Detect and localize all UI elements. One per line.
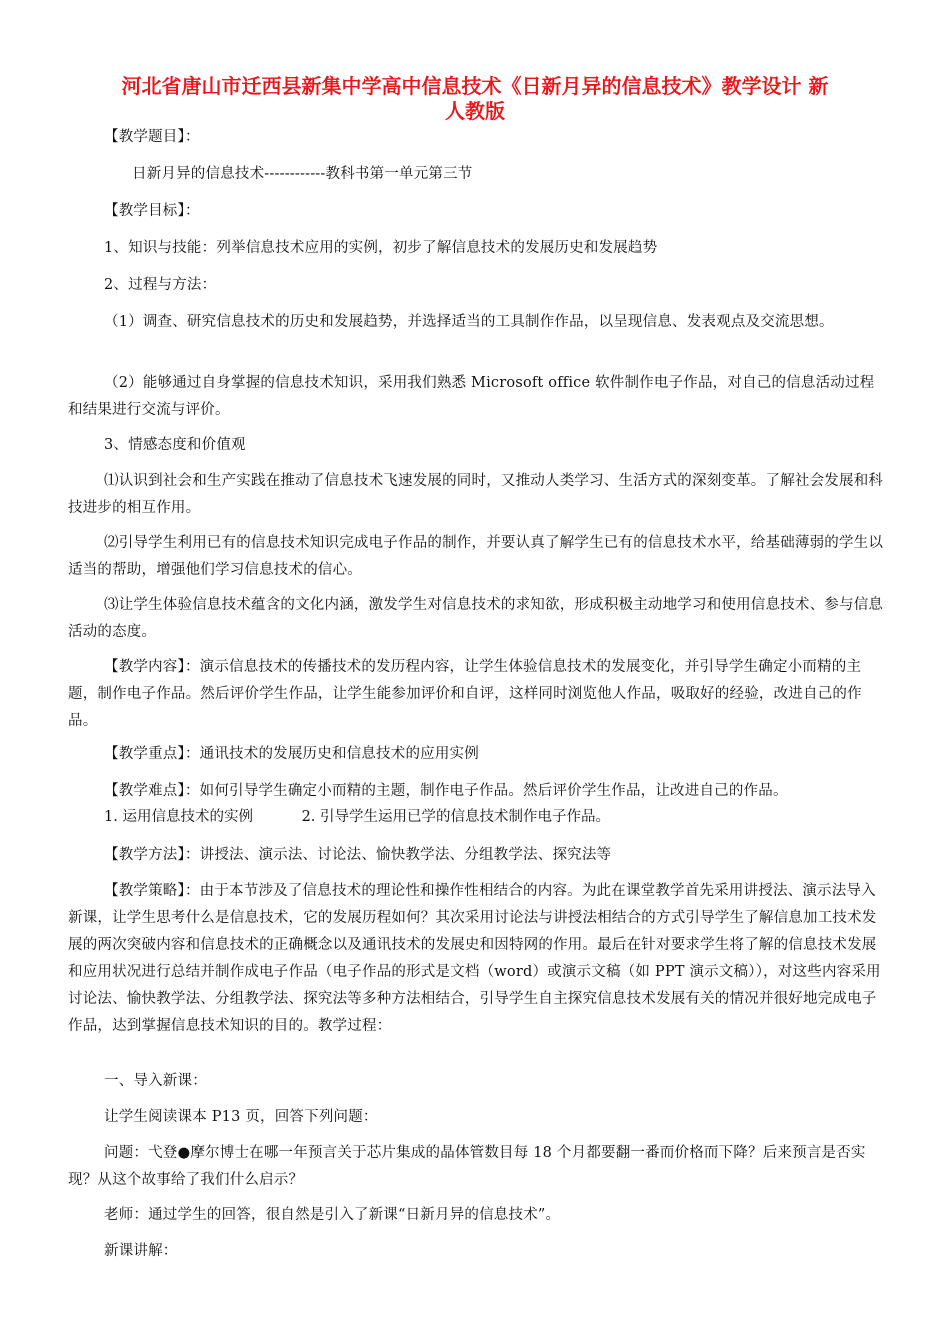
- teaching-strategy: 【教学策略】：由于本节涉及了信息技术的理论性和操作性相结合的内容。为此在课堂教学首先采用讲授法、演示法导入新课，让学生思考什么是信息技术，它的发展历程如何？其次采用讨论法与讲授法相结合的方式引导学生了解信息加工技术发展的两次突破内容和信息技术的正确概念以及通讯技术的发展史和因特网的作用。最后在针对要求学生将了解的信息技术发展和应用状况进行总结并制作成电子作品（电子作品的形式是文档（word）或演示文稿（如 PPT 演示文稿）），对这些内容采用讨论法、愉快教学法、分组教学法、探究法等多种方法相结合，引导学生自主探究信息技术发展有关的情况并很好地完成电子作品，达到掌握信息技术知识的目的。教学过程：: [68, 883, 881, 1034]
- goal-attitude-item-3: ⑶让学生体验信息技术蕴含的文化内涵，激发学生对信息技术的求知欲，形成积极主动地学习和使用信息技术、参与信息活动的态度。: [68, 597, 884, 640]
- title-line-2: 人教版: [445, 99, 505, 123]
- goal-process-item-2: （2）能够通过自身掌握的信息技术知识，采用我们熟悉 Microsoft office 软件制作电子作品，对自己的信息活动过程和结果进行交流与评价。: [68, 375, 875, 418]
- goal-attitude-item-2: ⑵引导学生利用已有的信息技术知识完成电子作品的制作，并要认真了解学生已有的信息技术水平，给基础薄弱的学生以适当的帮助，增强他们学习信息技术的信心。: [68, 535, 884, 578]
- teacher-remark: 老师：通过学生的回答，很自然是引入了新课“日新月异的信息技术”。: [104, 1207, 561, 1223]
- teaching-difficulty: 【教学难点】：如何引导学生确定小而精的主题，制作电子作品。然后评价学生作品，让改进自己的作品。: [104, 783, 788, 799]
- topic-text: 日新月异的信息技术------------教科书第一单元第三节: [132, 166, 473, 182]
- intro-read-instruction: 让学生阅读课本 P13 页，回答下列问题：: [104, 1109, 378, 1125]
- goal-process-item-1: （1）调查、研究信息技术的历史和发展趋势，并选择适当的工具制作作品，以呈现信息、发表观点及交流思想。: [104, 314, 834, 330]
- difficulty-item-2: 2. 引导学生运用已学的信息技术制作电子作品。: [301, 809, 611, 825]
- difficulty-items: [104, 804, 610, 831]
- goal-knowledge: 1、知识与技能：列举信息技术应用的实例，初步了解信息技术的发展历史和发展趋势: [104, 240, 658, 256]
- teaching-methods: 【教学方法】：讲授法、演示法、讨论法、愉快教学法、分组教学法、探究法等: [104, 847, 612, 863]
- teaching-content: 【教学内容】：演示信息技术的传播技术的发历程内容，让学生体验信息技术的发展变化，并引导学生确定小而精的主题，制作电子作品。然后评价学生作品，让学生能参加评价和自评，这样同时浏览他人作品，吸取好的经验，改进自己的作品。: [68, 659, 862, 729]
- goal-attitude-item-1: ⑴认识到社会和生产实践在推动了信息技术飞速发展的同时，又推动人类学习、生活方式的深刻变革。了解社会发展和科技进步的相互作用。: [68, 473, 884, 516]
- teaching-key-points: 【教学重点】：通讯技术的发展历史和信息技术的应用实例: [104, 746, 479, 762]
- difficulty-item-1: 1. 运用信息技术的实例: [104, 809, 253, 825]
- goal-attitude: 3、情感态度和价值观: [104, 437, 246, 453]
- title-line-1: 河北省唐山市迁西县新集中学高中信息技术《日新月异的信息技术》教学设计 新: [121, 74, 829, 98]
- goal-heading: 【教学目标】：: [104, 203, 200, 219]
- intro-heading: 一、导入新课：: [104, 1073, 207, 1089]
- new-lesson-heading: 新课讲解：: [104, 1243, 178, 1259]
- topic-heading: 【教学题目】：: [104, 129, 200, 145]
- document-title: [60, 74, 890, 124]
- goal-process: 2、过程与方法：: [104, 277, 217, 293]
- intro-question: 问题：弋登●摩尔博士在哪一年预言关于芯片集成的晶体管数目每 18 个月都要翻一番而价格而下降？后来预言是否实现？从这个故事给了我们什么启示？: [68, 1145, 866, 1188]
